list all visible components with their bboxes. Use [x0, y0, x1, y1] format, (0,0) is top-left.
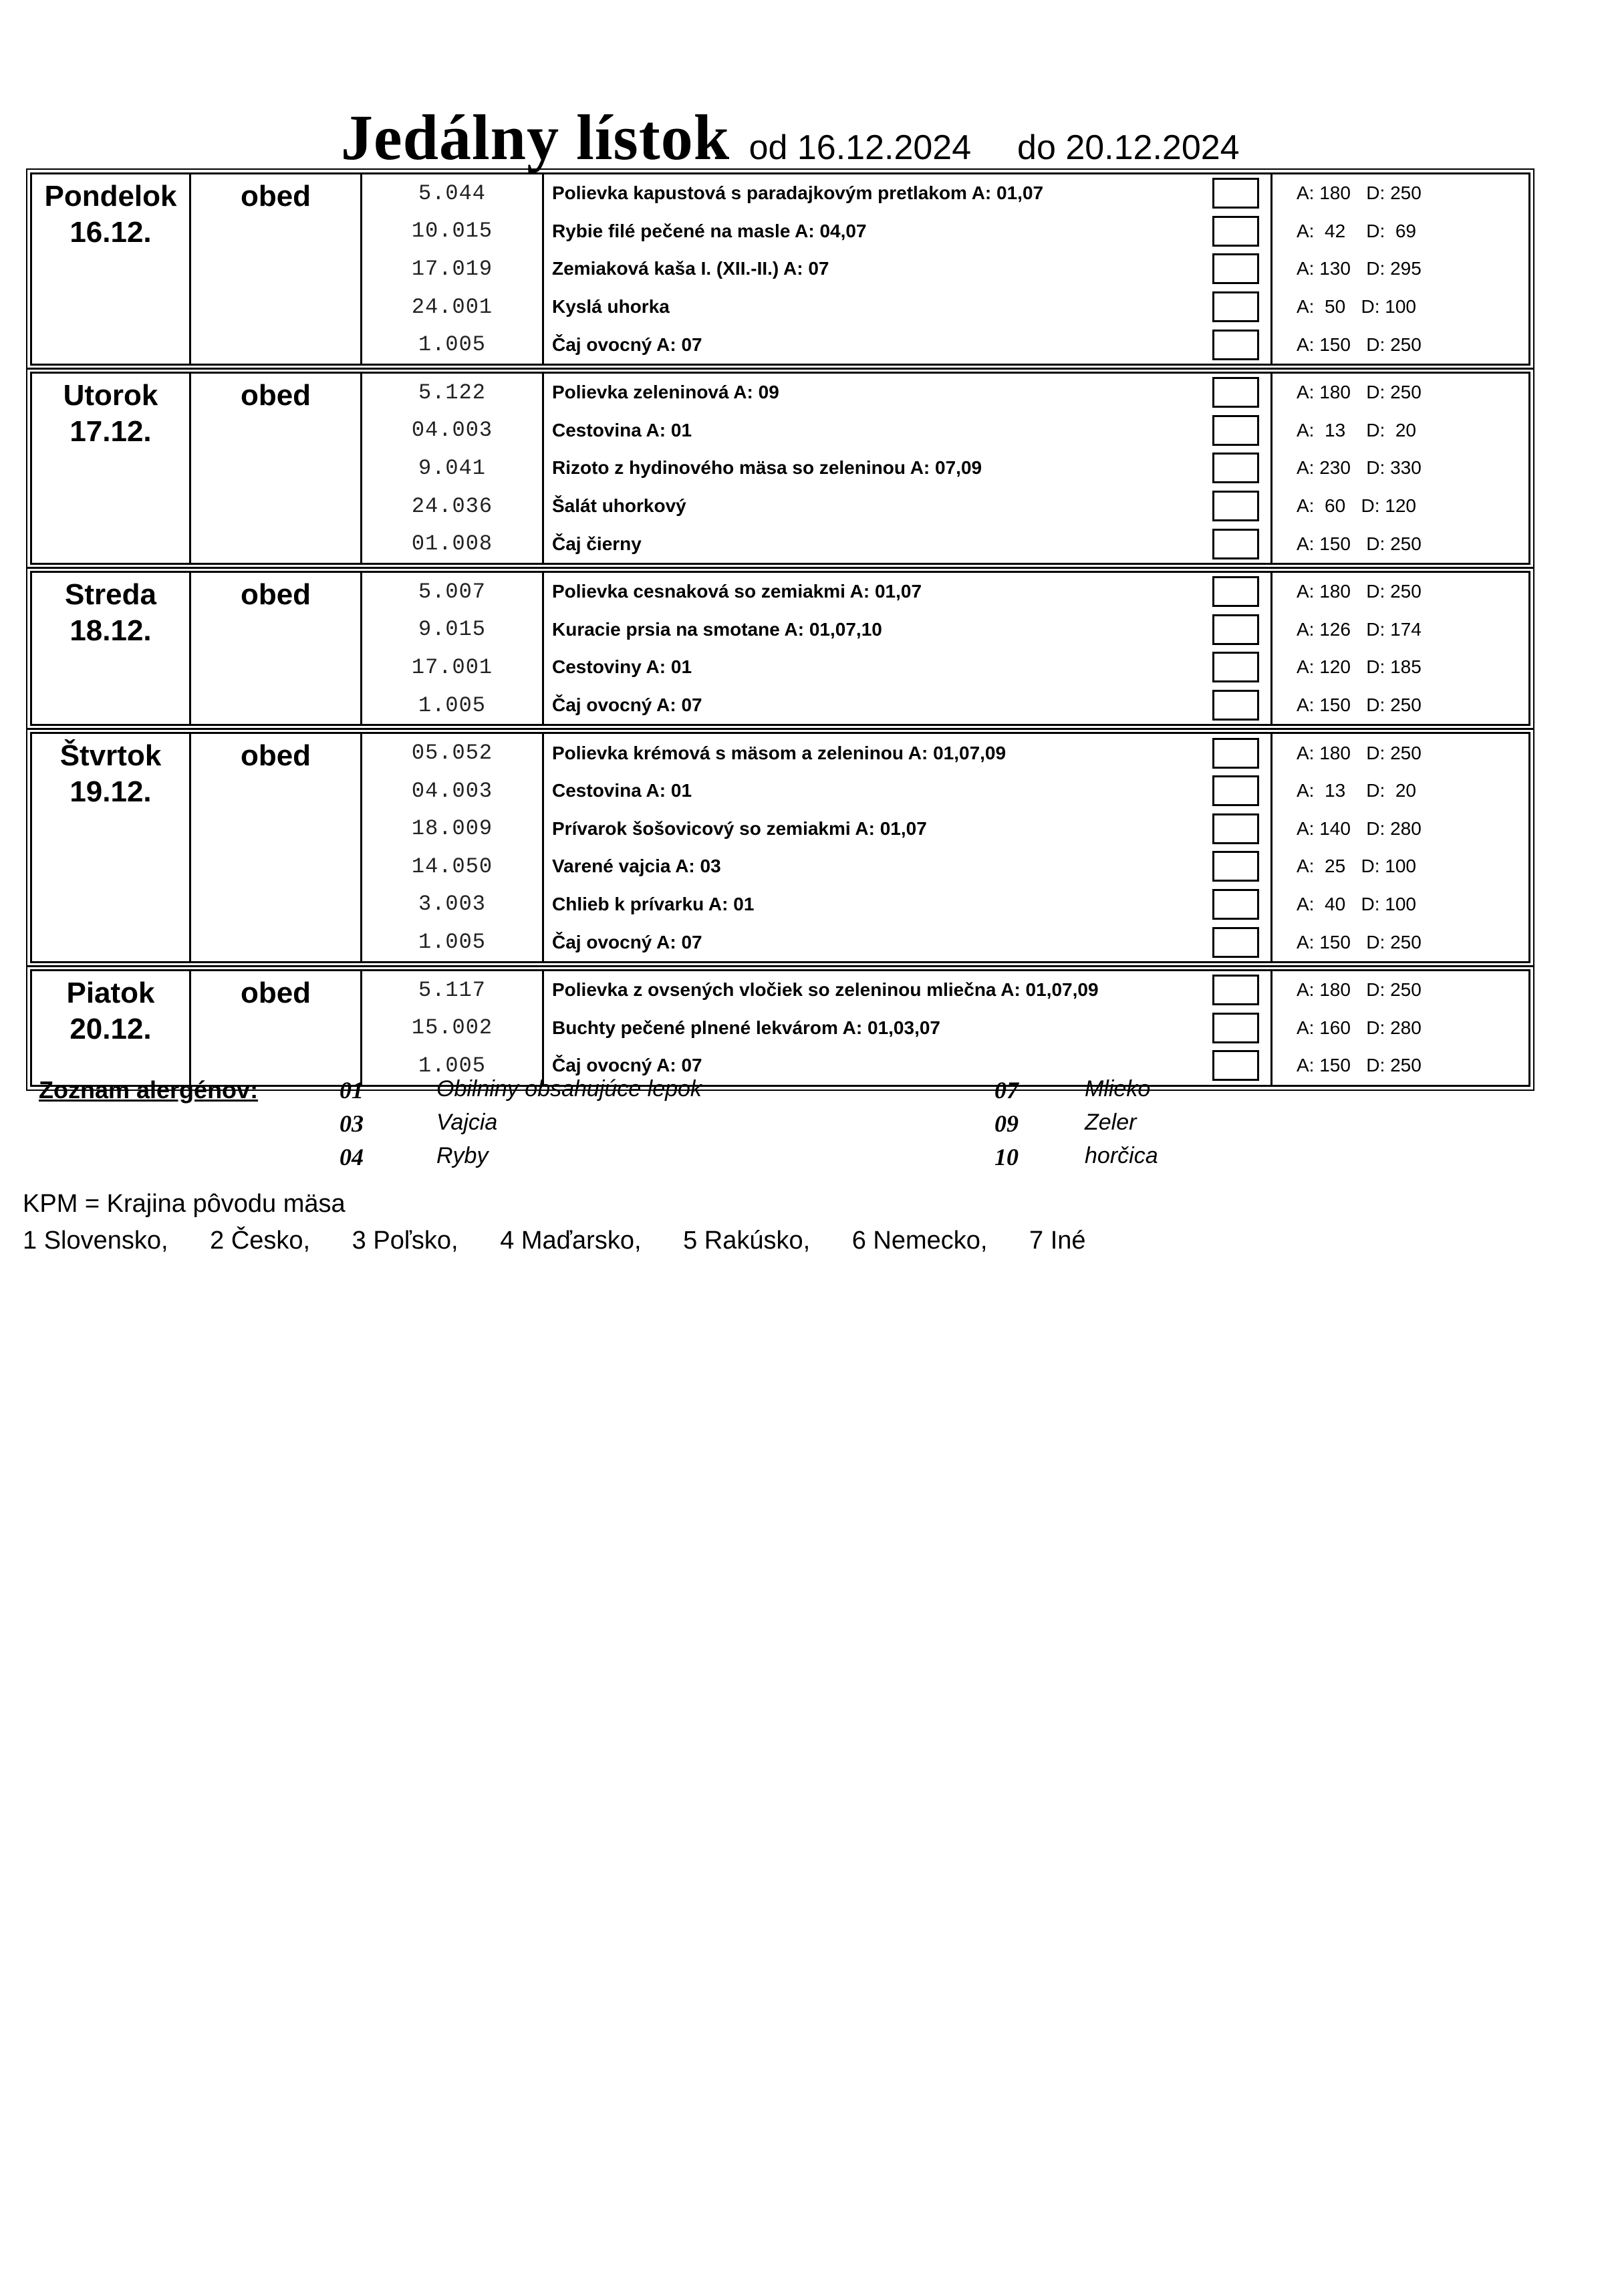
day-name: Utorok [63, 378, 158, 412]
checkbox-column [1179, 573, 1272, 724]
dish-code: 5.117 [418, 977, 486, 1003]
dish-name: Varené vajcia A: 03 [552, 856, 721, 877]
portion-size: A: 50 D: 100 [1297, 296, 1416, 317]
meal-type: obed [191, 374, 362, 563]
dish-name: Prívarok šošovicový so zemiakmi A: 01,07 [552, 817, 927, 839]
portion-size: A: 150 D: 250 [1297, 334, 1422, 355]
portion-size: A: 180 D: 250 [1297, 979, 1422, 1001]
allergen-number: 04 [340, 1144, 364, 1170]
dish-code: 10.015 [411, 219, 493, 244]
to-label: do [1017, 128, 1056, 167]
portion-size: A: 25 D: 100 [1297, 856, 1416, 877]
dish-code: 04.003 [411, 778, 493, 803]
dish-code: 9.015 [418, 617, 486, 642]
dish-code: 5.122 [418, 380, 486, 405]
country-item: 2 Česko, [210, 1227, 311, 1255]
order-checkbox[interactable] [1212, 291, 1259, 322]
portion-size: A: 150 D: 250 [1297, 1055, 1422, 1076]
day-date: 16.12. [70, 216, 152, 249]
day-cell [32, 573, 191, 724]
day-cell [32, 971, 191, 1085]
order-checkbox[interactable] [1212, 614, 1259, 645]
date-range [749, 128, 1240, 167]
dish-name: Polievka cesnaková so zemiakmi A: 01,07 [552, 581, 922, 602]
portion-size: A: 180 D: 250 [1297, 581, 1422, 602]
dish-name: Čaj čierny [552, 533, 642, 554]
order-checkbox[interactable] [1212, 851, 1259, 882]
meal-type: obed [191, 971, 362, 1085]
dish-name: Polievka zeleninová A: 09 [552, 382, 779, 403]
portion-size: A: 126 D: 174 [1297, 618, 1422, 640]
kpm-legend: KPM = Krajina pôvodu mäsa [23, 1190, 346, 1218]
allergen-number: 01 [340, 1077, 364, 1104]
allergen-name: Obilniny obsahujúce lepok [436, 1076, 702, 1102]
day-block [30, 372, 1530, 565]
checkbox-column [1179, 971, 1272, 1085]
dish-code: 04.003 [411, 418, 493, 443]
dish-column [544, 573, 1179, 724]
portion-size: A: 150 D: 250 [1297, 533, 1422, 554]
country-item: 1 Slovensko, [23, 1227, 168, 1255]
dish-code: 5.044 [418, 180, 486, 206]
portion-size: A: 42 D: 69 [1297, 220, 1416, 241]
dish-name: Rizoto z hydinového mäsa so zeleninou A: 07,09 [552, 457, 982, 479]
order-checkbox[interactable] [1212, 775, 1259, 806]
order-checkbox[interactable] [1212, 690, 1259, 721]
meal-type: obed [191, 734, 362, 961]
page-title: Jedálny lístok [341, 102, 730, 173]
dish-code: 1.005 [418, 1053, 486, 1078]
dish-code: 14.050 [411, 854, 493, 879]
day-cell [32, 174, 191, 364]
order-checkbox[interactable] [1212, 377, 1259, 408]
code-column [362, 573, 544, 724]
allergen-name: Mlieko [1085, 1076, 1151, 1102]
dish-code: 17.019 [411, 256, 493, 281]
dish-name: Cestovina A: 01 [552, 419, 692, 440]
day-date: 17.12. [70, 414, 152, 448]
dish-name: Šalát uhorkový [552, 495, 686, 517]
order-checkbox[interactable] [1212, 889, 1259, 920]
dish-name: Chlieb k prívarku A: 01 [552, 893, 755, 914]
dish-code: 1.005 [418, 332, 486, 358]
dish-code: 18.009 [411, 816, 493, 842]
day-block [30, 571, 1530, 726]
order-checkbox[interactable] [1212, 652, 1259, 682]
allergen-name: Vajcia [436, 1110, 498, 1135]
order-checkbox[interactable] [1212, 529, 1259, 559]
country-item: 3 Poľsko, [352, 1227, 458, 1255]
portion-size: A: 180 D: 250 [1297, 742, 1422, 763]
code-column [362, 734, 544, 961]
day-name: Piatok [66, 976, 155, 1009]
day-name: Pondelok [44, 180, 177, 213]
day-date: 18.12. [70, 614, 152, 647]
allergen-number: 10 [994, 1144, 1019, 1170]
code-column [362, 374, 544, 563]
portion-size: A: 180 D: 250 [1297, 382, 1422, 403]
allergen-number: 07 [994, 1077, 1019, 1104]
portion-size: A: 40 D: 100 [1297, 893, 1416, 914]
portion-size: A: 150 D: 250 [1297, 931, 1422, 952]
portion-column [1272, 174, 1532, 364]
portion-column [1272, 971, 1532, 1085]
dish-code: 17.001 [411, 654, 493, 680]
dish-code: 9.041 [418, 455, 486, 481]
portion-size: A: 140 D: 280 [1297, 817, 1422, 839]
dish-code: 15.002 [411, 1015, 493, 1041]
allergen-number: 09 [994, 1110, 1019, 1137]
dish-name: Polievka krémová s mäsom a zeleninou A: 01,07,09 [552, 742, 1007, 763]
order-checkbox[interactable] [1212, 738, 1259, 769]
dish-name: Kuracie prsia na smotane A: 01,07,10 [552, 618, 882, 640]
country-item: 4 Maďarsko, [500, 1227, 642, 1255]
order-checkbox[interactable] [1212, 415, 1259, 446]
allergen-list-title: Zoznam alergénov: [39, 1076, 259, 1104]
portion-column [1272, 734, 1532, 961]
dish-column [544, 734, 1179, 961]
to-date: 20.12.2024 [1065, 128, 1240, 167]
portion-size: A: 230 D: 330 [1297, 457, 1422, 479]
order-checkbox[interactable] [1212, 253, 1259, 284]
from-date: 16.12.2024 [797, 128, 972, 167]
country-item: 6 Nemecko, [851, 1227, 988, 1255]
dish-name: Zemiaková kaša I. (XII.-II.) A: 07 [552, 258, 829, 279]
country-item: 5 Rakúsko, [683, 1227, 811, 1255]
dish-name: Čaj ovocný A: 07 [552, 931, 702, 952]
day-block [30, 969, 1530, 1087]
dish-code: 1.005 [418, 692, 486, 718]
order-checkbox[interactable] [1212, 813, 1259, 844]
dish-name: Cestoviny A: 01 [552, 656, 692, 678]
allergen-number: 03 [340, 1110, 364, 1137]
dish-name: Polievka z ovsených vločiek so zeleninou mliečna A: 01,07,09 [552, 979, 1099, 1001]
allergen-name: Ryby [436, 1143, 489, 1168]
order-checkbox[interactable] [1212, 927, 1259, 958]
day-date: 20.12. [70, 1012, 152, 1045]
day-name: Štvrtok [59, 739, 162, 773]
allergen-list [39, 1076, 1242, 1183]
portion-size: A: 120 D: 185 [1297, 656, 1422, 678]
portion-size: A: 13 D: 20 [1297, 419, 1416, 440]
day-date: 19.12. [70, 775, 152, 809]
dish-code: 01.008 [411, 531, 493, 557]
order-checkbox[interactable] [1212, 491, 1259, 521]
order-checkbox[interactable] [1212, 330, 1259, 360]
day-name: Streda [65, 578, 156, 611]
dish-column [544, 971, 1179, 1085]
dish-name: Polievka kapustová s paradajkovým pretlakom A: 01,07 [552, 182, 1044, 204]
dish-code: 5.007 [418, 579, 486, 604]
dish-name: Buchty pečené plnené lekvárom A: 01,03,07 [552, 1017, 940, 1038]
dish-code: 3.003 [418, 892, 486, 917]
day-block [30, 172, 1530, 366]
portion-column [1272, 573, 1532, 724]
menu-table [30, 172, 1530, 1093]
dish-code: 24.001 [411, 294, 493, 320]
meal-type: obed [191, 573, 362, 724]
country-list [23, 1227, 1121, 1255]
portion-size: A: 130 D: 295 [1297, 258, 1422, 279]
order-checkbox[interactable] [1212, 1013, 1259, 1043]
order-checkbox[interactable] [1212, 453, 1259, 483]
country-item: 7 Iné [1029, 1227, 1086, 1255]
dish-code: 1.005 [418, 930, 486, 955]
code-column [362, 971, 544, 1085]
portion-size: A: 60 D: 120 [1297, 495, 1416, 517]
day-cell [32, 374, 191, 563]
dish-column [544, 374, 1179, 563]
order-checkbox[interactable] [1212, 975, 1259, 1005]
dish-column [544, 174, 1179, 364]
from-label: od [749, 128, 788, 167]
portion-size: A: 180 D: 250 [1297, 182, 1422, 204]
page-header [341, 100, 1240, 174]
portion-size: A: 13 D: 20 [1297, 780, 1416, 801]
day-block [30, 732, 1530, 963]
dish-name: Čaj ovocný A: 07 [552, 334, 702, 355]
dish-name: Čaj ovocný A: 07 [552, 694, 702, 716]
checkbox-column [1179, 734, 1272, 961]
dish-name: Cestovina A: 01 [552, 780, 692, 801]
order-checkbox[interactable] [1212, 576, 1259, 607]
dish-name: Kyslá uhorka [552, 296, 670, 317]
allergen-name: horčica [1085, 1143, 1158, 1168]
order-checkbox[interactable] [1212, 178, 1259, 209]
portion-column [1272, 374, 1532, 563]
order-checkbox[interactable] [1212, 216, 1259, 247]
checkbox-column [1179, 374, 1272, 563]
day-cell [32, 734, 191, 961]
checkbox-column [1179, 174, 1272, 364]
allergen-name: Zeler [1085, 1110, 1137, 1135]
portion-size: A: 150 D: 250 [1297, 694, 1422, 716]
portion-size: A: 160 D: 280 [1297, 1017, 1422, 1038]
meal-type: obed [191, 174, 362, 364]
dish-name: Čaj ovocný A: 07 [552, 1055, 702, 1076]
code-column [362, 174, 544, 364]
dish-name: Rybie filé pečené na masle A: 04,07 [552, 220, 867, 241]
dish-code: 05.052 [411, 741, 493, 766]
dish-code: 24.036 [411, 493, 493, 519]
